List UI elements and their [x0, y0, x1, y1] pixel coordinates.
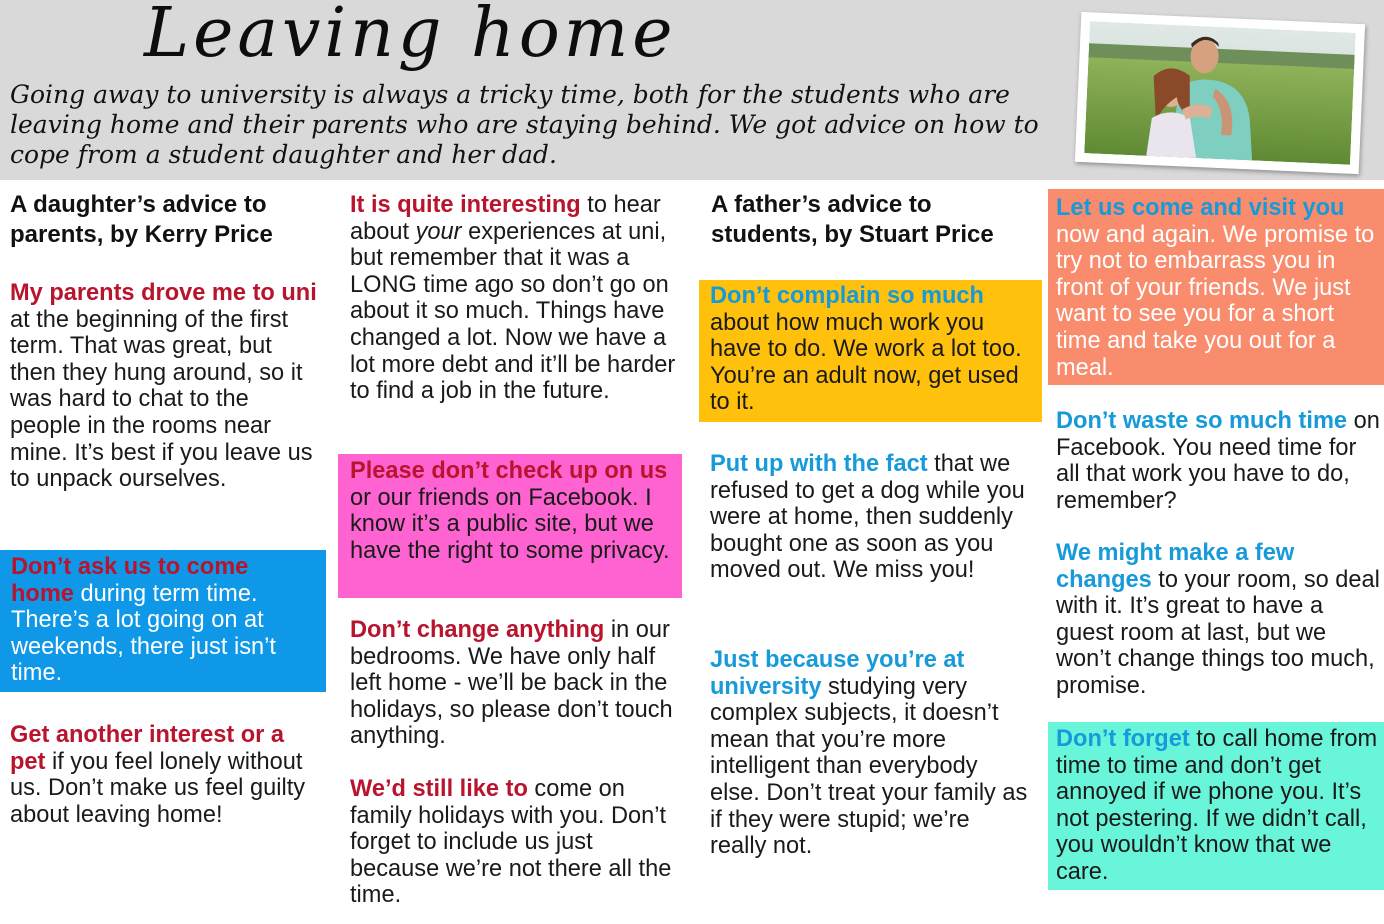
tip-text: if you feel lonely without us. Don’t make us feel guilty about leaving home! — [10, 748, 306, 828]
tip-text: during term time. There’s a lot going on at weekends, there just isn’t time. — [11, 580, 276, 687]
tip-text: experiences at uni, but remember that it was a LONG time ago so don’t go on about it so much. Things have changed a lot. Now we have a lot more debt and it’ll be harder to find a job in the future. — [350, 218, 676, 405]
daughter-tip-3 — [10, 722, 322, 828]
tip-text: about how much work you have to do. We work a lot too. You’re an adult now, get used to it. — [710, 309, 1022, 416]
tip-lead: Don’t waste so much time — [1056, 408, 1348, 434]
daughter-tip-7 — [350, 776, 680, 909]
tip-lead: Don’t complain so much — [710, 283, 984, 309]
father-tip-4-box — [1048, 189, 1384, 385]
tip-text: in our bedrooms. We have only half left home - we’ll be back in the holidays, so please don’t touch anything. — [350, 617, 673, 750]
tip-lead: My parents drove me to uni — [10, 280, 317, 306]
daughter-tip-6 — [350, 617, 680, 750]
father-tip-5 — [1056, 408, 1382, 514]
father-tip-7-box — [1048, 722, 1384, 890]
father-tip-4 — [1056, 195, 1378, 381]
page-title: Leaving home — [144, 0, 677, 73]
tip-lead: Put up with the fact — [710, 451, 928, 477]
father-tip-1 — [710, 283, 1036, 416]
tip-lead: Please don’t check up on us — [350, 458, 668, 484]
daughter-tip-2-box — [0, 550, 326, 692]
daughter-tip-1 — [10, 280, 322, 493]
tip-lead: We might make a few changes — [1056, 540, 1295, 593]
father-tip-6 — [1056, 540, 1382, 700]
father-tip-1-box — [699, 280, 1042, 422]
tip-text: on Facebook. You need time for all that work you have to do, remember? — [1056, 408, 1380, 514]
tip-lead: Get another interest or a pet — [10, 722, 285, 775]
father-daughter-hug-photo-icon — [1084, 21, 1356, 164]
tip-lead: Don’t change anything — [350, 617, 605, 643]
tip-text: to your room, so deal with it. It’s great to have a guest room at last, but we won’t change things too much, promise. — [1056, 566, 1380, 699]
photo-frame — [1075, 12, 1365, 174]
tip-lead: Don’t ask us to come home — [11, 554, 249, 607]
header-band — [0, 0, 1384, 180]
tip-lead: It is quite interesting — [350, 192, 581, 218]
father-tip-2 — [710, 451, 1030, 584]
tip-text: that we refused to get a dog while you were at home, then suddenly bought one as soon as you moved out. We miss you! — [710, 451, 1025, 584]
tip-lead: We’d still like to — [350, 776, 528, 802]
daughter-tip-5 — [350, 458, 672, 564]
tip-text: at the beginning of the first term. That was great, but then they hung around, so it was hard to chat to the people in the rooms near mine. It’s best if you leave us to unpack ourselves. — [10, 306, 313, 493]
tip-text: now and again. We promise to try not to embarrass you in front of your friends. We just want to see you for a short time and take you out for a meal. — [1056, 221, 1375, 381]
daughter-tip-4 — [350, 192, 680, 405]
tip-text: come on family holidays with you. Don’t forget to include us just because we’re not there all the time. — [350, 776, 672, 909]
intro-text: Going away to university is always a tricky time, both for the students who are leaving home and their parents who are staying behind. We got advice on how to cope from a student daughter and her dad. — [10, 80, 1039, 169]
tip-lead: Don’t forget — [1056, 726, 1190, 752]
daughter-tip-5-box — [338, 454, 682, 598]
tip-text-emphasis: your — [415, 218, 462, 245]
daughter-heading: A daughter’s advice to parents, by Kerry Price — [10, 191, 273, 248]
tip-text: studying very complex subjects, it doesn’t mean that you’re more intelligent than everybody else. Don’t treat your family as if they were stupid; we’re really not. — [710, 673, 1028, 860]
tip-lead: Just because you’re at university — [710, 647, 965, 700]
daughter-tip-2 — [11, 554, 317, 687]
tip-text: to hear about — [350, 192, 661, 245]
father-tip-3 — [710, 647, 1032, 860]
father-tip-7 — [1056, 726, 1378, 886]
tip-text: to call home from time to time and don’t get annoyed if we phone you. It’s not pestering. If we didn’t call, you wouldn’t know that we care. — [1056, 726, 1378, 885]
tip-lead: Let us come and visit you — [1056, 195, 1345, 221]
father-heading: A father’s advice to students, by Stuart Price — [711, 191, 994, 248]
tip-text: or our friends on Facebook. I know it’s a public site, but we have the right to some privacy. — [350, 484, 670, 564]
